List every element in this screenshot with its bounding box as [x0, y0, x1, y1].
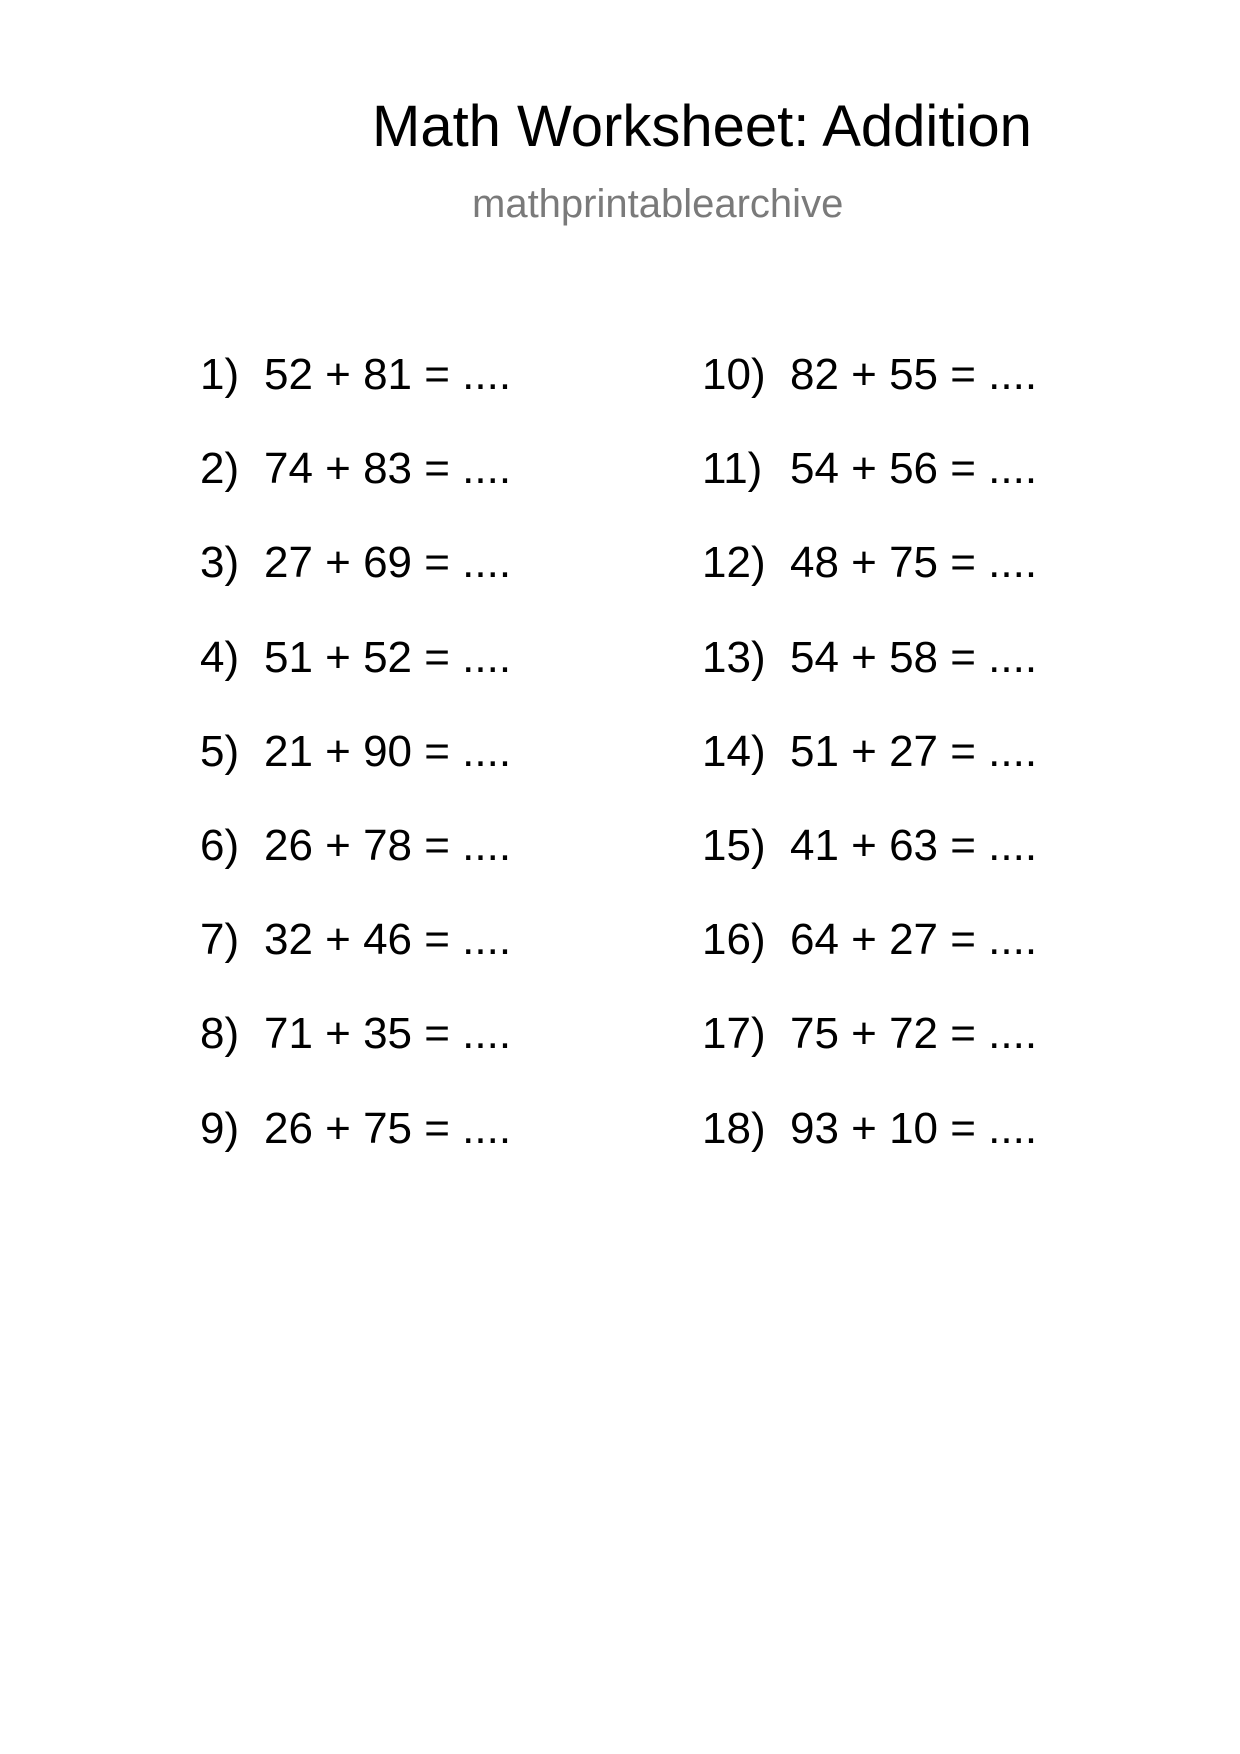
- problem-item: [702, 1104, 1037, 1154]
- problem-item: [200, 633, 511, 683]
- problem-expression: 32 + 46 = ....: [264, 915, 512, 964]
- problem-item: [200, 821, 511, 871]
- problem-item: [200, 350, 511, 400]
- problem-item: [702, 915, 1037, 965]
- worksheet-subtitle: mathprintablearchive: [472, 182, 844, 226]
- problem-expression: 51 + 27 = ....: [790, 727, 1038, 776]
- problem-item: [702, 538, 1037, 588]
- problem-item: [702, 633, 1037, 683]
- problem-item: [200, 727, 511, 777]
- problem-expression: 41 + 63 = ....: [790, 821, 1038, 870]
- problem-number: 17): [702, 1009, 766, 1058]
- problem-number: 15): [702, 821, 766, 870]
- problem-expression: 26 + 78 = ....: [264, 821, 512, 870]
- problem-item: [702, 727, 1037, 777]
- problem-item: [200, 1009, 511, 1059]
- problem-item: [200, 915, 511, 965]
- worksheet-title: Math Worksheet: Addition: [372, 94, 1032, 159]
- problem-expression: 75 + 72 = ....: [790, 1009, 1038, 1058]
- problem-number: 14): [702, 727, 766, 776]
- problem-number: 2): [200, 444, 240, 493]
- problem-number: 18): [702, 1104, 766, 1153]
- problem-number: 5): [200, 727, 240, 776]
- problem-item: [702, 1009, 1037, 1059]
- problem-expression: 48 + 75 = ....: [790, 538, 1038, 587]
- problem-expression: 27 + 69 = ....: [264, 538, 512, 587]
- problem-item: [702, 821, 1037, 871]
- problem-number: 9): [200, 1104, 240, 1153]
- problem-number: 13): [702, 633, 766, 682]
- problem-number: 1): [200, 350, 240, 399]
- problem-number: 12): [702, 538, 766, 587]
- problem-expression: 54 + 58 = ....: [790, 633, 1038, 682]
- problem-expression: 71 + 35 = ....: [264, 1009, 512, 1058]
- problem-expression: 51 + 52 = ....: [264, 633, 512, 682]
- problem-expression: 93 + 10 = ....: [790, 1104, 1038, 1153]
- problem-number: 6): [200, 821, 240, 870]
- problem-expression: 82 + 55 = ....: [790, 350, 1038, 399]
- problem-item: [200, 444, 511, 494]
- problem-number: 3): [200, 538, 240, 587]
- problem-expression: 52 + 81 = ....: [264, 350, 512, 399]
- problem-number: 4): [200, 633, 240, 682]
- problem-expression: 21 + 90 = ....: [264, 727, 512, 776]
- problem-item: [200, 1104, 511, 1154]
- problem-expression: 26 + 75 = ....: [264, 1104, 512, 1153]
- problem-number: 10): [702, 350, 766, 399]
- problem-number: 7): [200, 915, 240, 964]
- problem-item: [702, 444, 1037, 494]
- problem-item: [702, 350, 1037, 400]
- problem-expression: 74 + 83 = ....: [264, 444, 512, 493]
- problem-item: [200, 538, 511, 588]
- problem-number: 11): [702, 444, 763, 493]
- problem-expression: 64 + 27 = ....: [790, 915, 1038, 964]
- problem-number: 8): [200, 1009, 240, 1058]
- problem-number: 16): [702, 915, 766, 964]
- problem-expression: 54 + 56 = ....: [790, 444, 1038, 493]
